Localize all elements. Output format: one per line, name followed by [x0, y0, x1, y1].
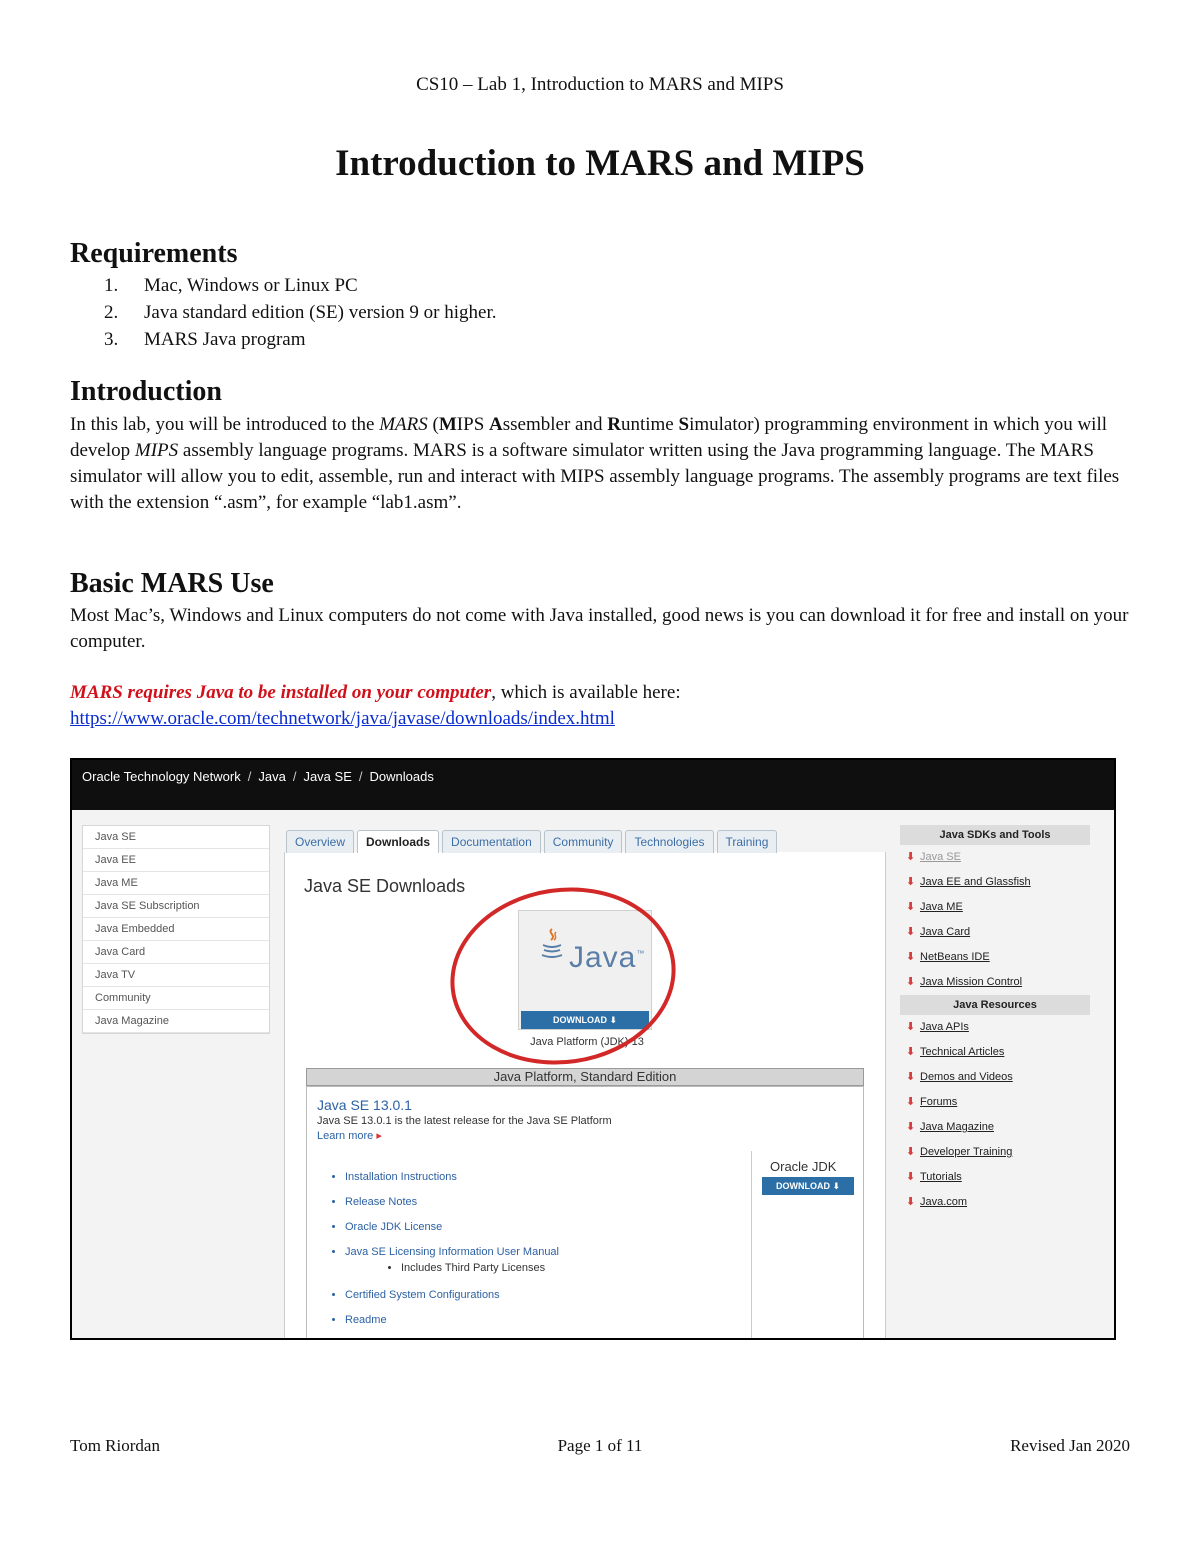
sidebar-link[interactable]: ⬇ NetBeans IDE [900, 945, 1090, 970]
left-nav-item[interactable]: Java SE [83, 826, 269, 849]
sidebar-link[interactable]: ⬇ Java Mission Control [900, 970, 1090, 995]
left-nav-item[interactable]: Java Embedded [83, 918, 269, 941]
oracle-jdk-download-button[interactable]: DOWNLOAD ⬇ [762, 1177, 854, 1195]
tab-technologies[interactable]: Technologies [625, 830, 713, 853]
requirements-heading: Requirements [70, 238, 238, 269]
left-nav-item[interactable]: Community [83, 987, 269, 1010]
release-link[interactable]: • Release Notes [345, 1190, 559, 1215]
release-link[interactable]: • Java SE Licensing Information User Manual [345, 1240, 559, 1265]
learn-more-link[interactable]: Learn more ▸ [317, 1130, 382, 1142]
java-se-release-box [306, 1086, 864, 1340]
tab-downloads[interactable]: Downloads [357, 830, 439, 853]
jdk-caption: Java Platform (JDK) 13 [530, 1036, 644, 1048]
tab-documentation[interactable]: Documentation [442, 830, 541, 853]
oracle-jdk-box [751, 1151, 862, 1340]
se-version-link[interactable]: Java SE 13.0.1 [317, 1097, 412, 1113]
footer-revised: Revised Jan 2020 [1010, 1436, 1130, 1455]
left-nav-item[interactable]: Java SE Subscription [83, 895, 269, 918]
download-icon: ⬇ [906, 1146, 916, 1158]
download-icon: ⬇ [906, 876, 916, 888]
left-nav-item[interactable]: Java TV [83, 964, 269, 987]
release-sublink: • Includes Third Party Licenses [401, 1261, 559, 1275]
standard-edition-bar: Java Platform, Standard Edition [306, 1068, 864, 1086]
list-item: 3. MARS Java program [104, 329, 306, 350]
resources-heading: Java Resources [900, 995, 1090, 1015]
release-link[interactable]: • Readme [345, 1308, 559, 1333]
sidebar-link[interactable]: ⬇ Java Magazine [900, 1115, 1090, 1140]
left-nav-item[interactable]: Java ME [83, 872, 269, 895]
download-icon: ⬇ [906, 901, 916, 913]
footer-author: Tom Riordan [70, 1436, 160, 1455]
download-icon: ⬇ [906, 1171, 916, 1183]
doc-title: Introduction to MARS and MIPS [335, 143, 865, 184]
basic-use-heading: Basic MARS Use [70, 568, 274, 599]
tab-bar [286, 830, 777, 853]
introduction-paragraph: In this lab, you will be introduced to the MARS (MIPS Assembler and Runtime Simulator) programming environment in which you will develop MIPS assembly language programs. MARS is a software simulator written using the Java programming language. The MARS simulator will allow you to edit, assemble, run and interact with MIPS assembly language programs. The assembly programs are text files with the extension “.asm”, for example “lab1.asm”. [70, 414, 1120, 513]
download-icon: ⬇ [906, 1071, 916, 1083]
right-sidebar [900, 825, 1090, 1215]
sidebar-link[interactable]: ⬇ Developer Training [900, 1140, 1090, 1165]
sidebar-link[interactable]: ⬇ Forums [900, 1090, 1090, 1115]
footer-page-number: Page 1 of 11 [557, 1436, 643, 1455]
sidebar-link[interactable]: ⬇ Java.com [900, 1190, 1090, 1215]
download-icon: ⬇ [906, 1121, 916, 1133]
release-link[interactable]: • Oracle JDK License [345, 1215, 559, 1240]
sdk-tools-heading: Java SDKs and Tools [900, 825, 1090, 845]
sidebar-link[interactable]: ⬇ Java SE [900, 845, 1090, 870]
tab-training[interactable]: Training [717, 830, 778, 853]
screenshot-top-bar [72, 760, 1114, 810]
sidebar-link[interactable]: ⬇ Tutorials [900, 1165, 1090, 1190]
download-icon: ⬇ [906, 976, 916, 988]
arrow-right-icon: ▸ [376, 1130, 382, 1142]
list-item: 2. Java standard edition (SE) version 9 or higher. [104, 302, 497, 323]
sidebar-link[interactable]: ⬇ Technical Articles [900, 1040, 1090, 1065]
breadcrumb: Oracle Technology Network / Java / Java SE / Downloads [82, 769, 434, 784]
download-icon: ⬇ [906, 1096, 916, 1108]
oracle-downloads-screenshot [70, 758, 1116, 1340]
download-icon: ⬇ [906, 1196, 916, 1208]
se-description: Java SE 13.0.1 is the latest release for the Java SE Platform [317, 1115, 612, 1127]
java-logo: Java™ [569, 941, 646, 974]
left-nav-item[interactable]: Java Card [83, 941, 269, 964]
download-icon: ⬇ [906, 851, 916, 863]
release-sublist [361, 1261, 559, 1275]
left-nav-item[interactable]: Java Magazine [83, 1010, 269, 1033]
sidebar-link[interactable]: ⬇ Java Card [900, 920, 1090, 945]
list-item: 1. Mac, Windows or Linux PC [104, 275, 358, 296]
release-links [327, 1165, 559, 1333]
left-nav-item[interactable]: Java EE [83, 849, 269, 872]
requirements-list [70, 272, 496, 353]
download-icon: ⬇ [906, 1021, 916, 1033]
download-icon: ⬇ [906, 1046, 916, 1058]
oracle-download-link[interactable]: https://www.oracle.com/technetwork/java/javase/downloads/index.html [70, 708, 615, 729]
download-button[interactable]: DOWNLOAD ⬇ [521, 1011, 649, 1029]
sidebar-link[interactable]: ⬇ Demos and Videos [900, 1065, 1090, 1090]
left-nav [82, 825, 270, 1034]
sidebar-link[interactable]: ⬇ Java ME [900, 895, 1090, 920]
download-icon: ⬇ [906, 926, 916, 938]
page-header: CS10 – Lab 1, Introduction to MARS and MIPS [416, 74, 784, 95]
release-link[interactable]: • Installation Instructions [345, 1165, 559, 1190]
sidebar-link[interactable]: ⬇ Java APIs [900, 1015, 1090, 1040]
basic-use-paragraph: Most Mac’s, Windows and Linux computers do not come with Java installed, good news is you can download it for free and install on your computer. [70, 605, 1129, 652]
java-requirement-paragraph: MARS requires Java to be installed on your computer, which is available here: https://www.oracle.com/technetwork/java/javase/downloads/index.html [70, 682, 681, 729]
download-icon: ⬇ [906, 951, 916, 963]
tab-community[interactable]: Community [544, 830, 623, 853]
sidebar-link[interactable]: ⬇ Java EE and Glassfish [900, 870, 1090, 895]
tab-overview[interactable]: Overview [286, 830, 354, 853]
introduction-heading: Introduction [70, 376, 222, 407]
release-link[interactable]: • Certified System Configurations [345, 1283, 559, 1308]
oracle-jdk-label: Oracle JDK [770, 1159, 837, 1174]
java-se-downloads-title: Java SE Downloads [304, 876, 466, 896]
